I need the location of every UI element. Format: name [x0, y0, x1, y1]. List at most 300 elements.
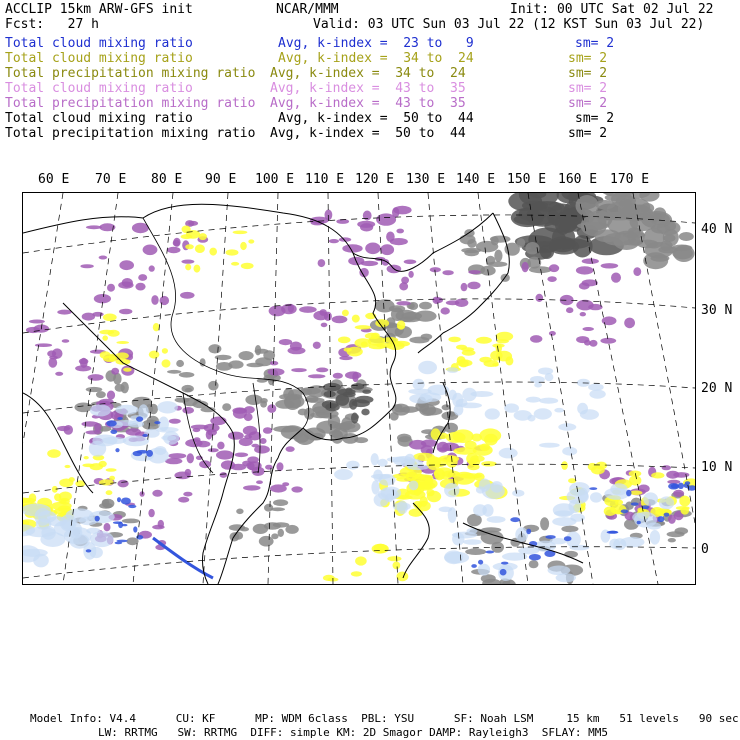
cloud-blob: [80, 264, 93, 268]
legend-smoothing: sm= 2: [568, 96, 608, 111]
cloud-blob: [362, 390, 371, 394]
cloud-blob: [64, 425, 73, 435]
cloud-blob: [408, 271, 413, 278]
cloud-blob: [123, 368, 132, 372]
cloud-blob: [108, 330, 120, 337]
cloud-blob: [399, 282, 408, 290]
cloud-blob: [167, 247, 181, 253]
cloud-blob: [331, 430, 343, 444]
cloud-blob: [185, 264, 191, 271]
cloud-blob: [233, 231, 248, 235]
cloud-blob: [51, 502, 72, 511]
cloud-blob: [566, 307, 573, 313]
cloud-blob: [217, 442, 224, 450]
cloud-blob: [168, 453, 186, 459]
cloud-blob: [329, 239, 339, 243]
cloud-blob: [630, 491, 643, 496]
cloud-blob: [55, 372, 63, 376]
cloud-blob: [589, 487, 597, 490]
cloud-blob: [588, 463, 597, 471]
cloud-blob: [104, 523, 111, 531]
cloud-blob: [355, 396, 374, 404]
cloud-blob: [482, 504, 493, 517]
cloud-blob: [152, 525, 164, 530]
cloud-blob: [409, 509, 423, 517]
cloud-blob: [228, 432, 244, 440]
legend-stat: Avg, k-index = 50 to 44: [278, 111, 474, 126]
cloud-blob: [86, 387, 103, 392]
cloud-blob: [209, 248, 217, 256]
cloud-blob: [149, 265, 155, 271]
cloud-blob: [89, 441, 106, 457]
cloud-blob: [199, 460, 211, 468]
cloud-blob: [554, 408, 564, 413]
cloud-blob: [401, 459, 423, 468]
longitude-label: 80 E: [151, 172, 183, 187]
cloud-blob: [57, 310, 71, 315]
cloud-blob: [185, 244, 194, 249]
cloud-blob: [345, 371, 361, 379]
legend-smoothing: sm= 2: [568, 51, 608, 66]
cloud-blob: [86, 549, 92, 552]
graticule-line: [23, 193, 63, 443]
cloud-blob: [406, 471, 417, 481]
cloud-blob: [371, 480, 379, 494]
cloud-blob: [117, 497, 121, 502]
cloud-blob: [251, 444, 259, 448]
coastline: [202, 493, 223, 584]
cloud-blob: [206, 430, 213, 440]
cloud-blob: [149, 351, 160, 359]
cloud-blob: [651, 472, 664, 478]
cloud-blob: [633, 267, 641, 276]
cloud-blob: [344, 348, 352, 352]
cloud-blob: [476, 241, 498, 252]
cloud-blob: [291, 368, 307, 372]
cloud-blob: [540, 517, 549, 530]
cloud-blob: [447, 367, 459, 373]
cloud-blob: [167, 370, 181, 374]
cloud-blob: [82, 313, 95, 321]
coastline: [23, 204, 493, 271]
cloud-blob: [419, 302, 432, 310]
cloud-blob: [142, 434, 148, 437]
cloud-blob: [313, 311, 328, 321]
cloud-blob: [114, 420, 138, 426]
cloud-blob: [626, 490, 631, 497]
map-canvas: [23, 193, 695, 584]
cloud-blob: [478, 560, 483, 565]
cloud-blob: [396, 301, 410, 305]
cloud-blob: [231, 262, 239, 266]
cloud-blob: [552, 226, 575, 250]
longitude-label: 130 E: [406, 172, 446, 187]
cloud-blob: [316, 368, 328, 373]
cloud-blob: [492, 344, 504, 348]
cloud-blob: [479, 428, 501, 442]
cloud-blob: [338, 337, 351, 344]
cloud-blob: [545, 535, 555, 539]
cloud-blob: [208, 381, 218, 391]
cloud-blob: [500, 569, 507, 576]
cloud-blob: [334, 469, 353, 480]
cloud-blob: [620, 537, 644, 548]
latitude-label: 40 N: [701, 222, 733, 237]
cloud-blob: [471, 434, 482, 442]
cloud-blob: [248, 239, 254, 243]
cloud-blob: [115, 384, 125, 392]
cloud-blob: [175, 397, 190, 402]
cloud-blob: [162, 348, 168, 354]
cloud-blob: [463, 539, 482, 545]
cloud-blob: [156, 427, 179, 433]
cloud-blob: [357, 221, 375, 228]
cloud-blob: [374, 493, 389, 507]
cloud-blob: [554, 510, 573, 516]
cloud-blob: [47, 449, 61, 458]
cloud-blob: [355, 556, 367, 565]
cloud-blob: [321, 323, 328, 328]
cloud-blob: [486, 551, 495, 554]
legend-field: Total precipitation mixing ratio: [5, 96, 256, 111]
cloud-blob: [582, 327, 594, 331]
cloud-blob: [397, 572, 409, 582]
cloud-blob: [90, 404, 111, 416]
cloud-blob: [396, 229, 404, 234]
cloud-blob: [176, 360, 184, 367]
cloud-blob: [600, 338, 616, 344]
longitude-label: 140 E: [456, 172, 496, 187]
cloud-blob: [589, 340, 597, 347]
cloud-blob: [299, 306, 317, 313]
model-info-line1: Model Info: V4.4 CU: KF MP: WDM 6class PBL: YSU SF: Noah LSM 15 km 51 levels 90 sec: [30, 712, 739, 725]
longitude-label: 150 E: [507, 172, 547, 187]
legend-stat: Avg, k-index = 34 to 24: [270, 66, 466, 81]
cloud-blob: [539, 443, 560, 448]
cloud-blob: [334, 423, 355, 430]
cloud-blob: [643, 492, 658, 505]
cloud-blob: [468, 270, 480, 274]
legend-stat: Avg, k-index = 23 to 9: [278, 36, 474, 51]
cloud-blob: [285, 525, 298, 534]
cloud-blob: [351, 383, 365, 390]
cloud-blob: [265, 465, 273, 470]
cloud-blob: [453, 429, 474, 443]
cloud-blob: [84, 456, 89, 459]
cloud-blob: [595, 200, 615, 209]
latitude-label: 10 N: [701, 460, 733, 475]
cloud-blob: [35, 343, 52, 347]
cloud-blob: [467, 282, 480, 290]
cloud-blob: [123, 436, 149, 447]
cloud-blob: [365, 243, 380, 255]
cloud-blob: [243, 426, 257, 436]
graticule-line: [478, 193, 528, 584]
cloud-blob: [119, 260, 134, 270]
cloud-blob: [601, 263, 619, 268]
legend-field: Total precipitation mixing ratio: [5, 126, 256, 141]
legend-smoothing: sm= 2: [575, 111, 615, 126]
cloud-blob: [117, 417, 123, 420]
cloud-blob: [668, 538, 676, 542]
cloud-blob: [428, 457, 447, 467]
cloud-blob: [94, 423, 101, 432]
cloud-blob: [99, 256, 108, 260]
cloud-blob: [502, 553, 527, 561]
cloud-blob: [361, 409, 369, 416]
cloud-blob: [268, 368, 285, 375]
longitude-label: 60 E: [38, 172, 70, 187]
cloud-blob: [549, 264, 559, 272]
cloud-blob: [517, 238, 525, 248]
cloud-blob: [624, 318, 635, 329]
cloud-blob: [468, 458, 480, 466]
cloud-blob: [126, 428, 141, 435]
cloud-blob: [664, 513, 670, 517]
cloud-blob: [561, 461, 568, 470]
cloud-blob: [576, 266, 594, 274]
cloud-blob: [148, 509, 154, 517]
cloud-blob: [564, 536, 572, 541]
model-info-line2: LW: RRTMG SW: RRTMG DIFF: simple KM: 2D Smagor DAMP: Rayleigh3 SFLAY: MM5: [98, 726, 608, 739]
cloud-blob: [462, 388, 476, 401]
cloud-blob: [182, 407, 194, 414]
cloud-blob: [255, 345, 261, 355]
cloud-blob: [122, 524, 128, 526]
cloud-blob: [228, 360, 243, 368]
cloud-blob: [226, 249, 239, 255]
cloud-blob: [90, 531, 114, 547]
cloud-blob: [178, 497, 189, 503]
cloud-blob: [446, 300, 460, 305]
cloud-blob: [679, 232, 694, 241]
legend-smoothing: sm= 2: [568, 81, 608, 96]
cloud-blob: [160, 296, 170, 305]
cloud-blob: [375, 299, 395, 312]
cloud-blob: [534, 383, 542, 388]
cloud-blob: [351, 413, 358, 424]
cloud-blob: [138, 274, 147, 281]
cloud-blob: [62, 339, 70, 343]
cloud-blob: [102, 499, 114, 508]
cloud-blob: [456, 345, 467, 350]
cloud-blob: [534, 408, 552, 419]
cloud-blob: [236, 509, 243, 515]
cloud-blob: [598, 209, 613, 226]
cloud-blob: [187, 453, 194, 463]
cloud-blob: [194, 265, 201, 273]
cloud-blob: [659, 496, 674, 509]
cloud-blob: [264, 504, 273, 512]
legend-field: Total cloud mixing ratio: [5, 81, 193, 96]
cloud-blob: [510, 517, 520, 522]
cloud-blob: [185, 388, 192, 392]
cloud-blob: [561, 526, 578, 533]
cloud-blob: [404, 260, 417, 265]
cloud-blob: [676, 506, 690, 510]
cloud-blob: [481, 461, 496, 466]
latitude-label: 30 N: [701, 303, 733, 318]
cloud-blob: [476, 337, 492, 344]
cloud-blob: [54, 520, 82, 537]
cloud-blob: [279, 339, 292, 345]
cloud-blob: [259, 536, 274, 547]
cloud-blob: [433, 297, 441, 304]
cloud-blob: [255, 357, 272, 366]
longitude-label: 120 E: [355, 172, 395, 187]
cloud-blob: [267, 404, 276, 413]
cloud-blob: [154, 421, 160, 424]
cloud-blob: [473, 444, 493, 455]
legend-field: Total cloud mixing ratio: [5, 36, 193, 51]
center-label: NCAR/MMM: [276, 2, 339, 17]
cloud-blob: [183, 492, 192, 497]
cloud-blob: [453, 472, 475, 485]
cloud-blob: [346, 461, 359, 470]
cloud-blob: [216, 450, 234, 459]
longitude-label: 70 E: [95, 172, 127, 187]
cloud-blob: [580, 312, 586, 316]
cloud-blob: [547, 276, 556, 282]
cloud-blob: [461, 283, 468, 291]
cloud-blob: [666, 471, 679, 479]
cloud-blob: [354, 437, 368, 443]
cloud-blob: [270, 484, 287, 492]
longitude-label: 110 E: [305, 172, 345, 187]
cloud-blob: [152, 490, 162, 497]
cloud-blob: [628, 227, 640, 237]
cloud-blob: [499, 448, 518, 459]
cloud-blob: [662, 465, 671, 470]
cloud-blob: [539, 398, 558, 404]
cloud-blob: [588, 304, 602, 310]
cloud-blob: [110, 430, 117, 434]
cloud-blob: [452, 393, 463, 407]
cloud-blob: [323, 383, 341, 391]
cloud-blob: [135, 283, 145, 291]
cloud-blob: [629, 471, 642, 477]
cloud-blob: [631, 502, 639, 505]
cloud-blob: [290, 342, 302, 351]
cloud-blob: [467, 239, 477, 248]
init-time: Init: 00 UTC Sat 02 Jul 22: [510, 2, 714, 17]
map-panel: [22, 192, 696, 585]
cloud-blob: [313, 342, 321, 349]
cloud-blob: [239, 351, 254, 360]
cloud-blob: [263, 427, 272, 434]
cloud-blob: [589, 390, 605, 399]
cloud-blob: [308, 374, 326, 378]
legend-stat: Avg, k-index = 43 to 35: [270, 81, 466, 96]
cloud-blob: [270, 361, 278, 365]
cloud-blob: [49, 356, 58, 360]
cloud-blob: [536, 294, 544, 302]
cloud-blob: [245, 395, 262, 405]
cloud-blob: [278, 529, 284, 537]
cloud-blob: [590, 492, 602, 502]
cloud-blob: [35, 508, 51, 526]
cloud-blob: [90, 463, 103, 470]
cloud-blob: [562, 447, 577, 456]
cloud-blob: [608, 531, 618, 534]
cloud-blob: [582, 258, 599, 264]
cloud-blob: [623, 240, 642, 246]
cloud-blob: [637, 521, 641, 524]
cloud-blob: [360, 261, 378, 266]
longitude-label: 160 E: [558, 172, 598, 187]
cloud-blob: [59, 479, 73, 488]
cloud-blob: [260, 398, 268, 403]
cloud-blob: [545, 373, 554, 381]
legend-stat: Avg, k-index = 43 to 35: [270, 96, 466, 111]
cloud-blob: [185, 469, 192, 476]
cloud-blob: [673, 245, 694, 262]
cloud-blob: [616, 195, 636, 206]
cloud-blob: [239, 438, 253, 446]
legend-stat: Avg, k-index = 34 to 24: [278, 51, 474, 66]
cloud-blob: [678, 483, 684, 489]
cloud-blob: [95, 516, 100, 522]
cloud-blob: [596, 462, 607, 470]
legend-smoothing: sm= 2: [568, 126, 608, 141]
cloud-blob: [88, 374, 104, 381]
cloud-blob: [162, 359, 171, 367]
cloud-blob: [191, 425, 209, 430]
cloud-blob: [582, 279, 598, 286]
cloud-blob: [671, 484, 679, 489]
cloud-blob: [532, 202, 547, 220]
cloud-blob: [277, 462, 284, 471]
cloud-blob: [318, 259, 326, 267]
cloud-blob: [417, 478, 438, 490]
cloud-blob: [113, 521, 122, 524]
cloud-blob: [75, 403, 93, 413]
cloud-blob: [220, 472, 228, 478]
cloud-blob: [478, 564, 490, 576]
cloud-blob: [103, 314, 117, 322]
cloud-blob: [116, 341, 129, 344]
cloud-blob: [332, 316, 348, 324]
cloud-blob: [494, 250, 502, 262]
forecast-hour: Fcst: 27 h: [5, 17, 99, 32]
cloud-blob: [122, 278, 133, 287]
cloud-blob: [179, 372, 195, 378]
cloud-blob: [117, 540, 128, 543]
cloud-blob: [485, 408, 500, 419]
cloud-blob: [530, 335, 542, 343]
cloud-blob: [386, 232, 395, 242]
cloud-blob: [106, 490, 113, 495]
cloud-blob: [29, 320, 45, 324]
cloud-blob: [161, 435, 176, 440]
cloud-blob: [352, 315, 360, 323]
cloud-blob: [462, 350, 476, 356]
cloud-blob: [122, 519, 140, 524]
cloud-blob: [345, 388, 352, 394]
cloud-blob: [180, 292, 195, 299]
cloud-blob: [512, 490, 524, 497]
cloud-blob: [413, 379, 425, 390]
legend-smoothing: sm= 2: [568, 66, 608, 81]
cloud-blob: [118, 480, 129, 488]
cloud-blob: [685, 481, 691, 485]
cloud-blob: [232, 407, 247, 413]
cloud-blob: [564, 551, 578, 558]
cloud-blob: [291, 486, 302, 492]
cloud-blob: [154, 446, 166, 455]
cloud-blob: [143, 245, 158, 256]
cloud-blob: [103, 356, 118, 362]
